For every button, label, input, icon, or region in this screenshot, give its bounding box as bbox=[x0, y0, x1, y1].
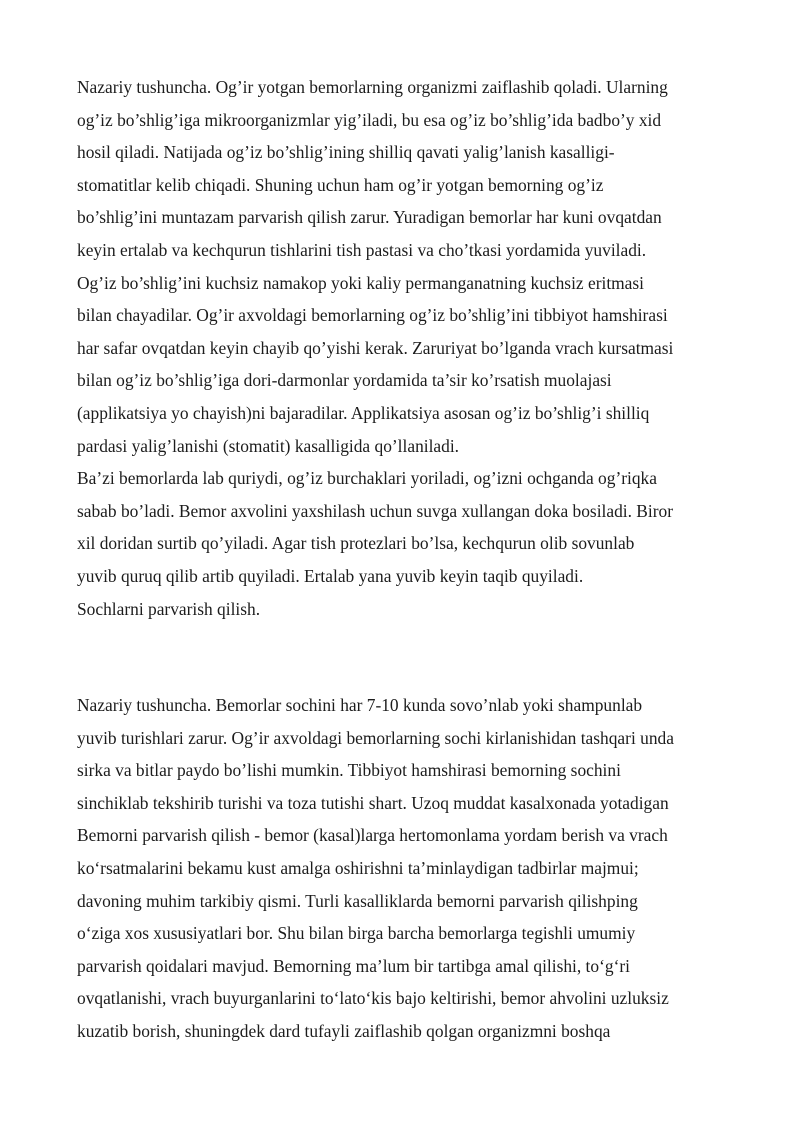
text-line: ovqatlanishi, vrach buyurganlarini to‘lato‘kis bajo keltirishi, bemor ahvolini uzluksiz bbox=[77, 988, 669, 1009]
text-line: hosil qiladi. Natijada og’iz bo’shlig’ining shilliq qavati yalig’lanish kasalligi- bbox=[77, 142, 615, 163]
text-line: bilan chayadilar. Og’ir axvoldagi bemorlarning og’iz bo’shlig’ini tibbiyot hamshirasi bbox=[77, 305, 668, 326]
text-line: kuzatib borish, shuningdek dard tufayli zaiflashib qolgan organizmni boshqa bbox=[77, 1020, 611, 1041]
text-line: o‘ziga xos xususiyatlari bor. Shu bilan birga barcha bemorlarga tegishli umumiy bbox=[77, 923, 636, 944]
text-line: sabab bo’ladi. Bemor axvolini yaxshilash uchun suvga xullangan doka bosiladi. Biror bbox=[77, 500, 674, 521]
text-line: yuvib turishlari zarur. Og’ir axvoldagi bemorlarning sochi kirlanishidan tashqari unda bbox=[77, 727, 674, 748]
text-line: stomatitlar kelib chiqadi. Shuning uchun ham og’ir yotgan bemorning og’iz bbox=[77, 174, 604, 195]
text-line: sirka va bitlar paydo bo’lishi mumkin. Tibbiyot hamshirasi bemorning sochini bbox=[77, 760, 621, 781]
text-line: sinchiklab tekshirib turishi va toza tutishi shart. Uzoq muddat kasalxonada yotadigan bbox=[77, 792, 669, 813]
text-line: har safar ovqatdan keyin chayib qo’yishi kerak. Zaruriyat bo’lganda vrach kursatmasi bbox=[77, 337, 674, 358]
text-line: davoning muhim tarkibiy qismi. Turli kasalliklarda bemorni parvarish qilishping bbox=[77, 890, 638, 911]
text-line: parvarish qoidalari mavjud. Bemorning ma’lum bir tartibga amal qilishi, to‘g‘ri bbox=[77, 955, 630, 976]
text-line: keyin ertalab va kechqurun tishlarini tish pastasi va cho’tkasi yordamida yuviladi. bbox=[77, 239, 647, 260]
text-line: bilan og’iz bo’shlig’iga dori-darmonlar yordamida ta’sir ko’rsatish muolajasi bbox=[77, 370, 612, 391]
text-line: xil doridan surtib qo’yiladi. Agar tish protezlari bo’lsa, kechqurun olib sovunlab bbox=[77, 533, 635, 554]
text-line: Og’iz bo’shlig’ini kuchsiz namakop yoki kaliy permanganatning kuchsiz eritmasi bbox=[77, 272, 644, 293]
text-line: Nazariy tushuncha. Og’ir yotgan bemorlarning organizmi zaiflashib qoladi. Ularning bbox=[77, 77, 668, 97]
text-line: yuvib quruq qilib artib quyiladi. Ertalab yana yuvib keyin taqib quyiladi. bbox=[77, 565, 584, 586]
text-line: Nazariy tushuncha. Bemorlar sochini har 7-10 kunda sovo’nlab yoki shampunlab bbox=[77, 695, 643, 715]
text-line: bo’shlig’ini muntazam parvarish qilish zarur. Yuradigan bemorlar har kuni ovqatdan bbox=[77, 207, 662, 228]
text-line: Bemorni parvarish qilish - bemor (kasal)larga hertomonlama yordam berish va vrach bbox=[77, 825, 668, 846]
text-line: og’iz bo’shlig’iga mikroorganizmlar yig’iladi, bu esa og’iz bo’shlig’ida badbo’y xid bbox=[77, 109, 662, 130]
text-line: pardasi yalig’lanishi (stomatit) kasalligida qo’llaniladi. bbox=[77, 435, 460, 456]
section-heading: Sochlarni parvarish qilish. bbox=[77, 598, 261, 619]
text-line: Ba’zi bemorlarda lab quriydi, og’iz burchaklari yoriladi, og’izni ochganda og’riqka bbox=[77, 468, 657, 489]
text-line: ko‘rsatmalarini bekamu kust amalga oshirishni ta’minlaydigan tadbirlar majmui; bbox=[77, 857, 639, 878]
paragraph-oral-care bbox=[77, 71, 737, 625]
text-line: (applikatsiya yo chayish)ni bajaradilar. Applikatsiya asosan og’iz bo’shlig’i shilliq bbox=[77, 402, 650, 423]
paragraph-hair-care bbox=[77, 689, 737, 1048]
